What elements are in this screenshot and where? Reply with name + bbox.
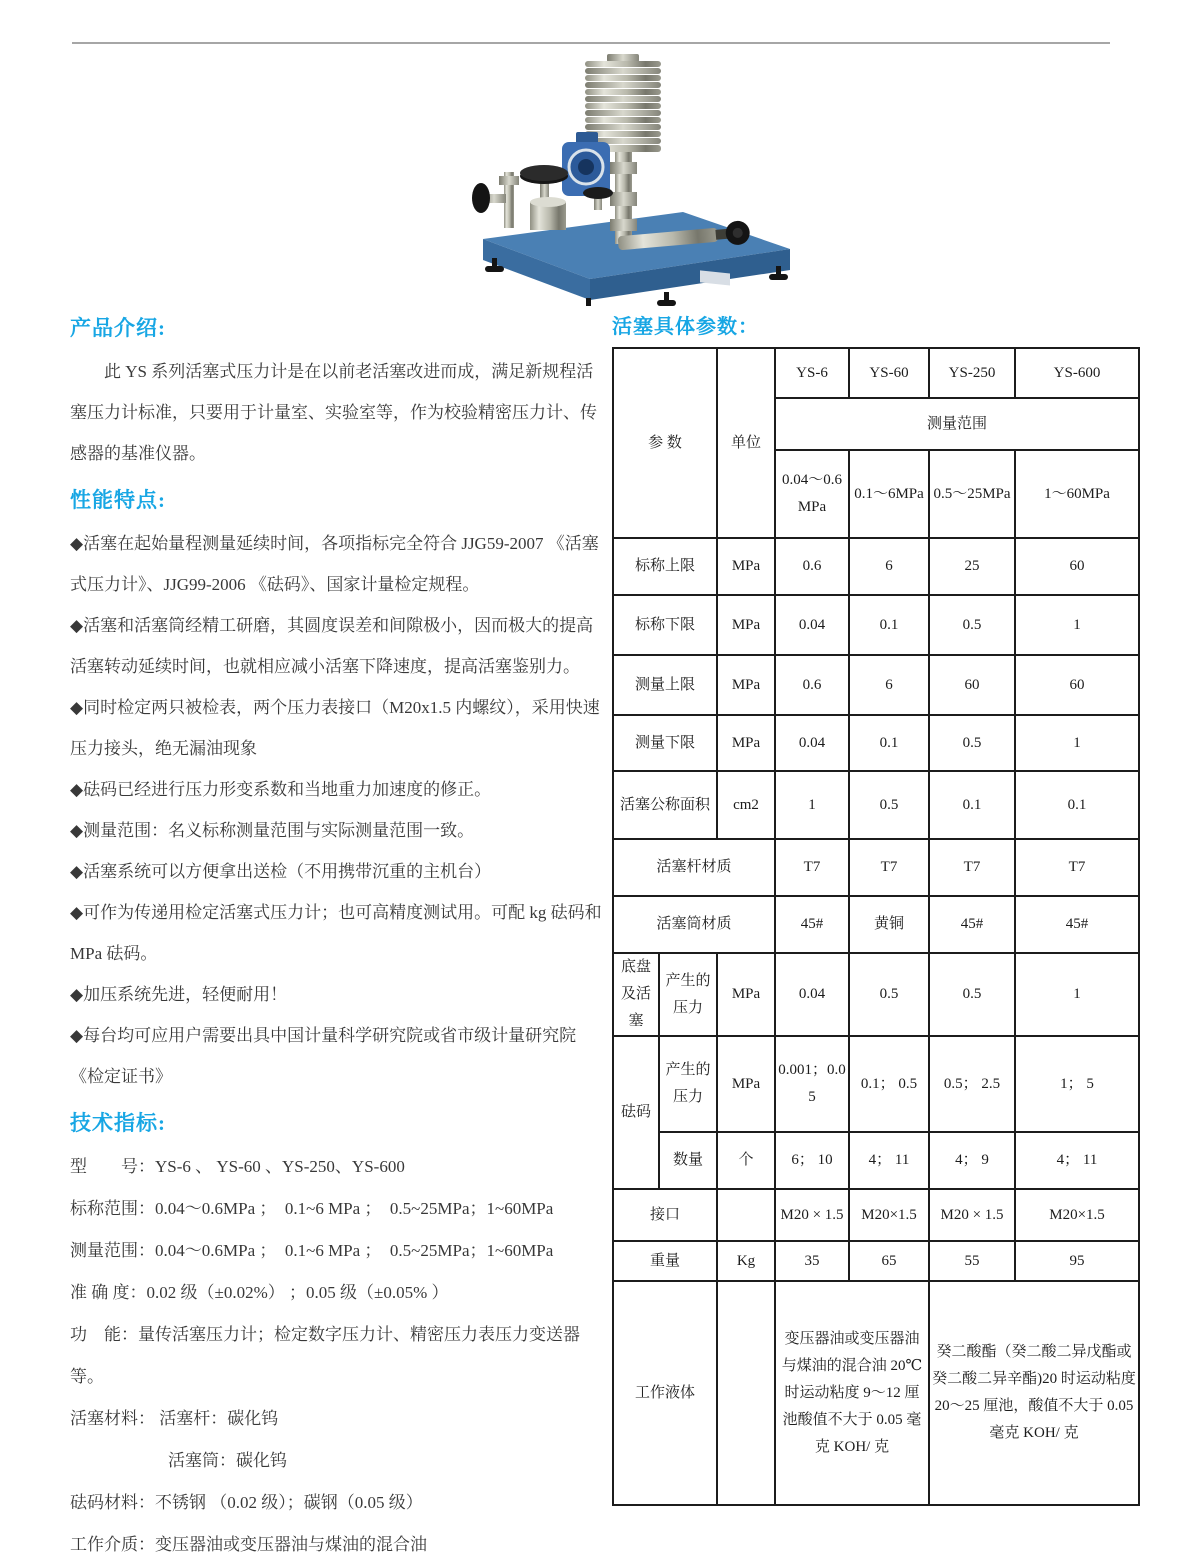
table-row-piston-area xyxy=(613,771,1139,839)
cell: 0.1； 0.5 xyxy=(849,1036,929,1132)
product-photo xyxy=(468,54,808,306)
cell: 0.5 xyxy=(849,771,929,839)
spec-line-model: 型 号：YS-6 、 YS-60 、YS-250、YS-600 xyxy=(70,1157,405,1176)
weight-cup xyxy=(530,197,566,230)
cell: 0.5 xyxy=(929,715,1015,771)
cell: 0.5 xyxy=(929,595,1015,655)
row-label: 活塞筒材质 xyxy=(613,896,775,953)
cell: T7 xyxy=(775,839,849,896)
valve-knob xyxy=(583,187,613,210)
cell: 0.6 xyxy=(775,538,849,595)
row-sub-label: 产生的压力 xyxy=(659,953,717,1036)
cell: 0.001；0.05 xyxy=(775,1036,849,1132)
feature-item: ◆同时检定两只被检表，两个压力表接口（M20x1.5 内螺纹），采用快速压力接头，绝无漏油现象 xyxy=(70,698,600,758)
intro-heading: 产品介绍: xyxy=(70,316,166,340)
model-ys250: YS-250 xyxy=(929,348,1015,398)
liquid-ys6-ys60: 变压器油或变压器油与煤油的混合油 20℃ 时运动粘度 9～12 厘池酸值不大于 0.05 毫克 KOH/ 克 xyxy=(775,1281,929,1505)
row-sub-label: 产生的压力 xyxy=(659,1036,717,1132)
table-row-liquid xyxy=(613,1281,1139,1505)
feature-item: ◆测量范围：名义标称测量范围与实际测量范围一致。 xyxy=(70,821,475,840)
table-heading: 活塞具体参数： xyxy=(612,316,759,338)
cell: 0.1 xyxy=(929,771,1015,839)
spec-line-cylinder-material: 活塞筒：碳化钨 xyxy=(168,1451,287,1470)
cell: 0.04 xyxy=(775,953,849,1036)
row-unit: Kg xyxy=(717,1241,775,1281)
cell: 0.1 xyxy=(849,595,929,655)
range-ys60: 0.1～6MPa xyxy=(849,450,929,538)
cell: 45# xyxy=(929,896,1015,953)
piston-gauge-illustration xyxy=(468,54,808,306)
top-divider xyxy=(72,42,1110,44)
cell: 4； 9 xyxy=(929,1132,1015,1189)
table-row-measure-upper xyxy=(613,655,1139,715)
range-ys600: 1～60MPa xyxy=(1015,450,1139,538)
row-unit: MPa xyxy=(717,715,775,771)
row-label: 活塞杆材质 xyxy=(613,839,775,896)
table-row-measure-lower xyxy=(613,715,1139,771)
row-label: 测量下限 xyxy=(613,715,717,771)
intro-paragraph: 此 YS 系列活塞式压力计是在以前老活塞改进而成，满足新规程活塞压力计标准，只要用于计量室、实验室等，作为校验精密压力计、传感器的基准仪器。 xyxy=(70,362,597,463)
cell: 1 xyxy=(1015,715,1139,771)
feature-item: ◆每台均可应用户需要出具中国计量科学研究院或省市级计量研究院《检定证书》 xyxy=(70,1026,577,1086)
feature-item: ◆加压系统先进，轻便耐用！ xyxy=(70,985,288,1004)
range-label: 测量范围 xyxy=(775,398,1139,450)
cell: T7 xyxy=(849,839,929,896)
cell: 60 xyxy=(1015,538,1139,595)
cell: 45# xyxy=(775,896,849,953)
row-unit xyxy=(717,1189,775,1241)
spec-line-piston-material: 活塞材料： 活塞杆：碳化钨 xyxy=(70,1409,279,1428)
header-unit: 单位 xyxy=(717,348,775,538)
row-unit: 个 xyxy=(717,1132,775,1189)
table-row-rod-material xyxy=(613,839,1139,896)
row-label: 重量 xyxy=(613,1241,717,1281)
cell: M20×1.5 xyxy=(849,1189,929,1241)
feature-item: ◆可作为传递用检定活塞式压力计；也可高精度测试用。可配 kg 砝码和 MPa 砝码。 xyxy=(70,903,602,963)
cell: 1 xyxy=(775,771,849,839)
cell: 4； 11 xyxy=(849,1132,929,1189)
cell: 1； 5 xyxy=(1015,1036,1139,1132)
spec-line-function: 功 能：量传活塞压力计；检定数字压力计、精密压力表压力变送器等。 xyxy=(70,1325,580,1386)
row-label: 标称上限 xyxy=(613,538,717,595)
liquid-ys250-ys600: 癸二酸酯（癸二酸二异戊酯或癸二酸二异辛酯)20 时运动粘度 20～25 厘池，酸值不大于 0.05 毫克 KOH/ 克 xyxy=(929,1281,1139,1505)
row-sub-label: 数量 xyxy=(659,1132,717,1189)
cell: 0.04 xyxy=(775,595,849,655)
cell: 0.6 xyxy=(775,655,849,715)
row-unit: MPa xyxy=(717,538,775,595)
cell: 黄铜 xyxy=(849,896,929,953)
cell: T7 xyxy=(929,839,1015,896)
range-ys6: 0.04～0.6MPa xyxy=(775,450,849,538)
cell: 45# xyxy=(1015,896,1139,953)
feature-item: ◆活塞系统可以方便拿出送检（不用携带沉重的主机台） xyxy=(70,862,492,881)
cell: 0.5 xyxy=(929,953,1015,1036)
cell: 0.1 xyxy=(1015,771,1139,839)
row-label: 接口 xyxy=(613,1189,717,1241)
row-unit xyxy=(717,1281,775,1505)
cell: 25 xyxy=(929,538,1015,595)
table-row-interface xyxy=(613,1189,1139,1241)
cell: 6 xyxy=(849,655,929,715)
table-row-cylinder-material xyxy=(613,896,1139,953)
cell: 60 xyxy=(1015,655,1139,715)
row-unit: cm2 xyxy=(717,771,775,839)
cell: M20×1.5 xyxy=(1015,1189,1139,1241)
row-label: 标称下限 xyxy=(613,595,717,655)
cell: 6 xyxy=(849,538,929,595)
cell: 60 xyxy=(929,655,1015,715)
cell: 55 xyxy=(929,1241,1015,1281)
feature-item: ◆活塞和活塞筒经精工研磨，其圆度误差和间隙极小，因而极大的提高活塞转动延续时间，也就相应减小活塞下降速度，提高活塞鉴别力。 xyxy=(70,616,594,676)
header-param: 参 数 xyxy=(613,348,717,538)
row-unit: MPa xyxy=(717,655,775,715)
row-group-label: 底盘及活塞 xyxy=(613,953,659,1036)
feature-item: ◆砝码已经进行压力形变系数和当地重力加速度的修正。 xyxy=(70,780,492,799)
cell: 0.5 xyxy=(849,953,929,1036)
row-unit: MPa xyxy=(717,1036,775,1132)
spec-line-weight-material: 砝码材料：不锈钢 （0.02 级）；碳钢（0.05 级） xyxy=(70,1493,423,1512)
table-row-weights-count xyxy=(613,1132,1139,1189)
cell: 0.5； 2.5 xyxy=(929,1036,1015,1132)
release-valve xyxy=(472,172,519,228)
spec-line-measure-range: 测量范围：0.04～0.6MPa ； 0.1~6 MPa ； 0.5~25MPa；1~60MPa xyxy=(70,1241,554,1260)
cell: 65 xyxy=(849,1241,929,1281)
table-row-nominal-upper xyxy=(613,538,1139,595)
cell: 4； 11 xyxy=(1015,1132,1139,1189)
row-label: 工作液体 xyxy=(613,1281,717,1505)
cell: 0.1 xyxy=(849,715,929,771)
left-column xyxy=(70,314,608,1566)
cell: 1 xyxy=(1015,953,1139,1036)
cell: 1 xyxy=(1015,595,1139,655)
table-row-models xyxy=(613,348,1139,398)
table-row-base-piston xyxy=(613,953,1139,1036)
cell: 6； 10 xyxy=(775,1132,849,1189)
parameter-table xyxy=(612,347,1140,1506)
row-unit: MPa xyxy=(717,953,775,1036)
specs-heading: 技术指标: xyxy=(70,1111,166,1135)
spec-line-working-medium: 工作介质：变压器油或变压器油与煤油的混合油 xyxy=(70,1535,427,1554)
row-group-label: 砝码 xyxy=(613,1036,659,1189)
table-row-weights-pressure xyxy=(613,1036,1139,1132)
cell: 0.04 xyxy=(775,715,849,771)
cell: T7 xyxy=(1015,839,1139,896)
row-label: 活塞公称面积 xyxy=(613,771,717,839)
features-heading: 性能特点: xyxy=(70,488,166,512)
spec-line-accuracy: 准 确 度：0.02 级（±0.02%） ；0.05 级（±0.05% ） xyxy=(70,1283,449,1302)
model-ys600: YS-600 xyxy=(1015,348,1139,398)
cell: M20 × 1.5 xyxy=(929,1189,1015,1241)
cell: 95 xyxy=(1015,1241,1139,1281)
right-column xyxy=(612,314,1140,1506)
model-ys6: YS-6 xyxy=(775,348,849,398)
feature-item: ◆活塞在起始量程测量延续时间，各项指标完全符合 JJG59-2007 《活塞式压力计》、JJG99-2006 《砝码》、国家计量检定规程。 xyxy=(70,534,599,594)
row-unit: MPa xyxy=(717,595,775,655)
model-ys60: YS-60 xyxy=(849,348,929,398)
piston-column xyxy=(610,152,637,244)
table-row-weight xyxy=(613,1241,1139,1281)
cell: M20 × 1.5 xyxy=(775,1189,849,1241)
row-label: 测量上限 xyxy=(613,655,717,715)
cell: 35 xyxy=(775,1241,849,1281)
spec-line-nominal-range: 标称范围：0.04～0.6MPa ； 0.1~6 MPa ； 0.5~25MPa；1~60MPa xyxy=(70,1199,554,1218)
range-ys250: 0.5～25MPa xyxy=(929,450,1015,538)
table-row-nominal-lower xyxy=(613,595,1139,655)
